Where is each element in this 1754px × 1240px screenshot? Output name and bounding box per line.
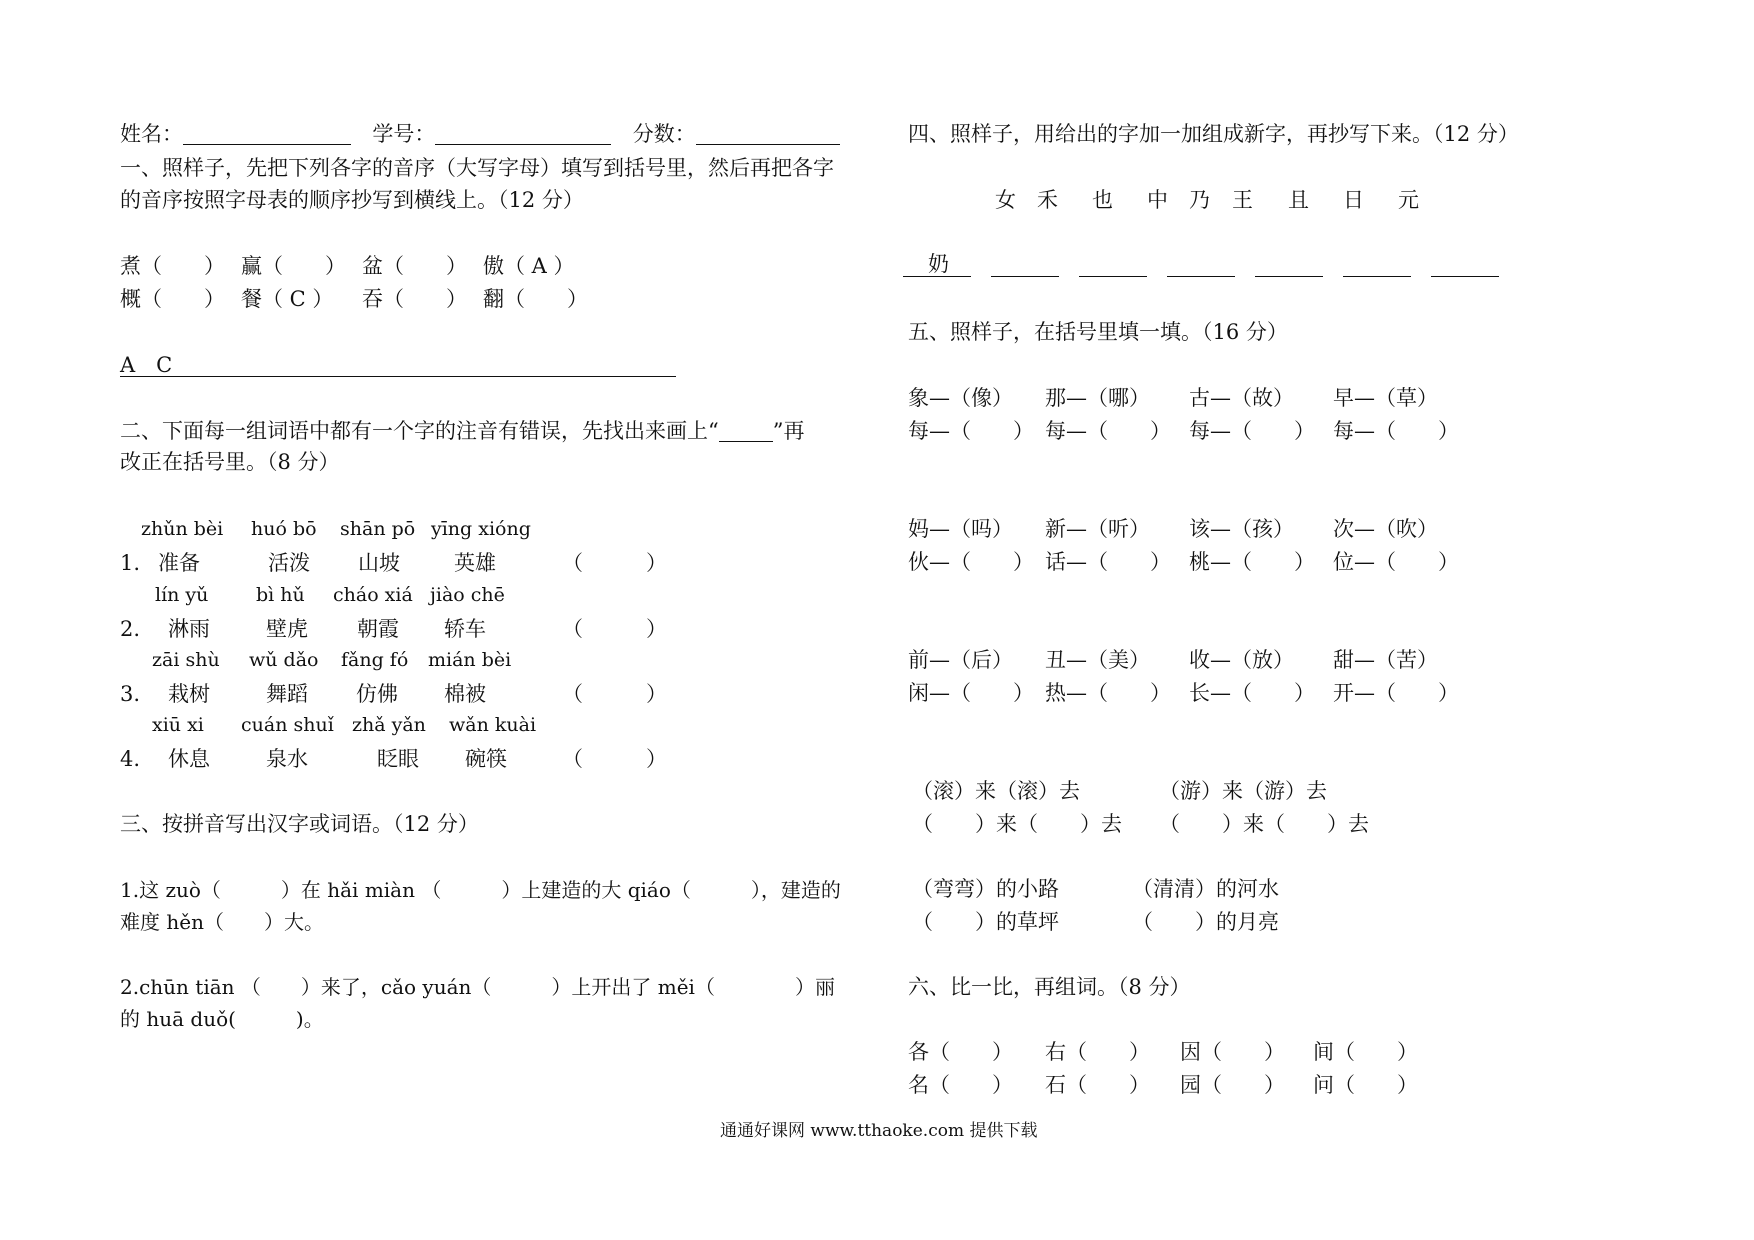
- s5-blank[interactable]: 桃—（ ）: [1189, 550, 1315, 574]
- s5-pair: 那—（哪）: [1045, 386, 1150, 410]
- s6-item[interactable]: 名（ ）: [908, 1073, 1013, 1097]
- s4-answer-line[interactable]: [1167, 276, 1235, 277]
- s5-blank[interactable]: 位—（ ）: [1333, 550, 1459, 574]
- s1-answer-line[interactable]: [120, 376, 676, 377]
- word: 壁虎: [266, 617, 308, 641]
- s5-pair: 象—（像）: [908, 386, 1013, 410]
- s1-item: 煮（ ）: [120, 254, 225, 278]
- pinyin: xiū xi: [152, 714, 204, 736]
- s6-item[interactable]: 因（ ）: [1180, 1040, 1285, 1064]
- s5-blank[interactable]: 开—（ ）: [1333, 681, 1459, 705]
- group-number: 1.: [120, 551, 141, 575]
- section1-title-line1: 一、照样子，先把下列各字的音序（大写字母）填写到括号里，然后再把各字: [120, 156, 834, 180]
- s6-item[interactable]: 问（ ）: [1313, 1073, 1418, 1097]
- section1-title-line2: 的音序按照字母表的顺序抄写到横线上。（12 分）: [120, 188, 584, 212]
- pinyin: zhǎ yǎn: [352, 714, 426, 736]
- s3-q1-line2: 难度 hěn（ ）大。: [120, 910, 324, 934]
- s1-answer-text: A C: [120, 353, 173, 377]
- section3-title: 三、按拼音写出汉字或词语。（12 分）: [120, 812, 479, 836]
- char: 元: [1398, 188, 1419, 212]
- word: 英雄: [454, 551, 496, 575]
- word: 栽树: [168, 682, 210, 706]
- name-label: 姓名：: [120, 122, 183, 146]
- pinyin: shān pō: [340, 518, 416, 540]
- word: 准备: [158, 551, 200, 575]
- pinyin: cháo xiá: [333, 584, 413, 606]
- s6-item[interactable]: 各（ ）: [908, 1040, 1013, 1064]
- student-info-row: [120, 124, 840, 145]
- s4-answer-line[interactable]: [1255, 276, 1323, 277]
- s6-item[interactable]: 右（ ）: [1045, 1040, 1150, 1064]
- s5-phrase-blank[interactable]: （ ）的月亮: [1132, 910, 1279, 934]
- pinyin: bì hǔ: [256, 584, 305, 606]
- word: 碗筷: [465, 747, 507, 771]
- s1-item: 翻（ ）: [483, 287, 588, 311]
- s2-title-text: 二、下面每一组词语中都有一个字的注音有错误，先找出来画上“: [120, 419, 719, 443]
- s5-pair: 古—（故）: [1189, 386, 1294, 410]
- s5-reduplication-blank[interactable]: （ ）来（ ）去: [912, 812, 1122, 836]
- s6-item[interactable]: 间（ ）: [1313, 1040, 1418, 1064]
- answer-bracket[interactable]: （ ）: [562, 617, 667, 641]
- answer-bracket[interactable]: （ ）: [562, 682, 667, 706]
- s5-phrase-example: （弯弯）的小路: [912, 877, 1059, 901]
- word: 舞蹈: [266, 682, 308, 706]
- char: 日: [1343, 188, 1364, 212]
- pinyin: wǔ dǎo: [249, 649, 319, 671]
- s4-answer-line[interactable]: [1079, 276, 1147, 277]
- s5-blank[interactable]: 话—（ ）: [1045, 550, 1171, 574]
- group-number: 4.: [120, 747, 141, 771]
- pinyin: yīng xióng: [431, 518, 531, 540]
- s3-q1-line1: 1.这 zuò（ ）在 hǎi miàn （ ）上建造的大 qiáo（ ），建造的: [120, 878, 841, 902]
- s5-blank[interactable]: 每—（ ）: [1045, 419, 1171, 443]
- pinyin: mián bèi: [428, 649, 512, 671]
- pinyin: wǎn kuài: [449, 714, 537, 736]
- s5-blank[interactable]: 热—（ ）: [1045, 681, 1171, 705]
- score-label: 分数：: [632, 122, 696, 146]
- answer-bracket[interactable]: （ ）: [562, 747, 667, 771]
- pinyin: zāi shù: [152, 649, 220, 671]
- s5-blank[interactable]: 每—（ ）: [1189, 419, 1315, 443]
- s5-pair: 收—（放）: [1189, 648, 1294, 672]
- char: 且: [1288, 188, 1309, 212]
- s1-item: 傲（ A ）: [483, 254, 575, 278]
- answer-bracket[interactable]: （ ）: [562, 551, 667, 575]
- id-label: 学号：: [372, 122, 436, 146]
- s5-blank[interactable]: 闲—（ ）: [908, 681, 1034, 705]
- name-field[interactable]: [183, 124, 351, 145]
- s3-q2-line2: 的 huā duǒ( )。: [120, 1007, 324, 1031]
- score-field[interactable]: [696, 124, 840, 145]
- s6-item[interactable]: 石（ ）: [1045, 1073, 1150, 1097]
- s5-blank[interactable]: 伙—（ ）: [908, 550, 1034, 574]
- s5-pair: 次—（吹）: [1333, 517, 1438, 541]
- s5-pair: 前—（后）: [908, 648, 1013, 672]
- s2-title-quote-end: ”再: [772, 419, 805, 443]
- s4-answer-line[interactable]: [1431, 276, 1499, 277]
- pinyin: lín yǔ: [155, 584, 209, 606]
- char: 乃: [1189, 188, 1210, 212]
- s3-q2-line1: 2.chūn tiān （ ）来了，cǎo yuán（ ）上开出了 měi（ ）丽: [120, 975, 835, 999]
- s4-answer-line[interactable]: [991, 276, 1059, 277]
- s4-answer-line[interactable]: [903, 276, 971, 277]
- s1-item: 盆（ ）: [362, 254, 467, 278]
- s5-blank[interactable]: 每—（ ）: [908, 419, 1034, 443]
- s1-item: 概（ ）: [120, 287, 225, 311]
- pinyin: huó bō: [251, 518, 317, 540]
- s1-item: 餐（ C ）: [241, 287, 334, 311]
- word: 轿车: [444, 617, 486, 641]
- char: 王: [1232, 188, 1253, 212]
- pinyin: zhǔn bèi: [141, 518, 224, 540]
- section6-title: 六、比一比，再组词。（8 分）: [908, 975, 1191, 999]
- pinyin: cuán shuǐ: [241, 714, 334, 736]
- char: 女: [995, 188, 1016, 212]
- group-number: 3.: [120, 682, 141, 706]
- char: 禾: [1037, 188, 1058, 212]
- char: 中: [1147, 188, 1168, 212]
- section4-title: 四、照样子，用给出的字加一加组成新字，再抄写下来。（12 分）: [908, 122, 1519, 146]
- s5-phrase-example: （清清）的河水: [1132, 877, 1279, 901]
- word: 淋雨: [168, 617, 210, 641]
- s5-pair: 丑—（美）: [1045, 648, 1150, 672]
- footer-credit: 通通好课网 www.tthaoke.com 提供下载: [720, 1121, 1038, 1141]
- s5-reduplication-example: （滚）来（滚）去: [912, 779, 1080, 803]
- s5-pair: 该—（孩）: [1189, 517, 1294, 541]
- s5-reduplication-blank[interactable]: （ ）来（ ）去: [1159, 812, 1369, 836]
- pinyin: fǎng fó: [341, 649, 409, 671]
- s6-item[interactable]: 园（ ）: [1180, 1073, 1285, 1097]
- id-field[interactable]: [435, 124, 611, 145]
- s1-item: 赢（ ）: [241, 254, 346, 278]
- s5-pair: 甜—（苦）: [1333, 648, 1438, 672]
- pinyin: jiào chē: [430, 584, 505, 606]
- s5-reduplication-example: （游）来（游）去: [1159, 779, 1327, 803]
- s4-answer-line[interactable]: [1343, 276, 1411, 277]
- group-number: 2.: [120, 617, 141, 641]
- word: 眨眼: [377, 747, 419, 771]
- s5-pair: 妈—（吗）: [908, 517, 1013, 541]
- s5-blank[interactable]: 长—（ ）: [1189, 681, 1315, 705]
- s5-phrase-blank[interactable]: （ ）的草坪: [912, 910, 1059, 934]
- word: 朝霞: [357, 617, 399, 641]
- word: 山坡: [358, 551, 400, 575]
- word: 棉被: [444, 682, 486, 706]
- word: 仿佛: [356, 682, 398, 706]
- s1-item: 吞（ ）: [362, 287, 467, 311]
- word: 休息: [168, 747, 210, 771]
- s5-pair: 早—（草）: [1333, 386, 1438, 410]
- section2-title-line1: [120, 421, 804, 442]
- s5-blank[interactable]: 每—（ ）: [1333, 419, 1459, 443]
- section5-title: 五、照样子，在括号里填一填。（16 分）: [908, 320, 1288, 344]
- s2-sample-underline: [719, 423, 773, 442]
- word: 泉水: [266, 747, 308, 771]
- s5-pair: 新—（听）: [1045, 517, 1150, 541]
- char: 也: [1092, 188, 1113, 212]
- word: 活泼: [268, 551, 310, 575]
- s4-example-char: 奶: [928, 252, 949, 276]
- section2-title-line2: 改正在括号里。（8 分）: [120, 450, 340, 474]
